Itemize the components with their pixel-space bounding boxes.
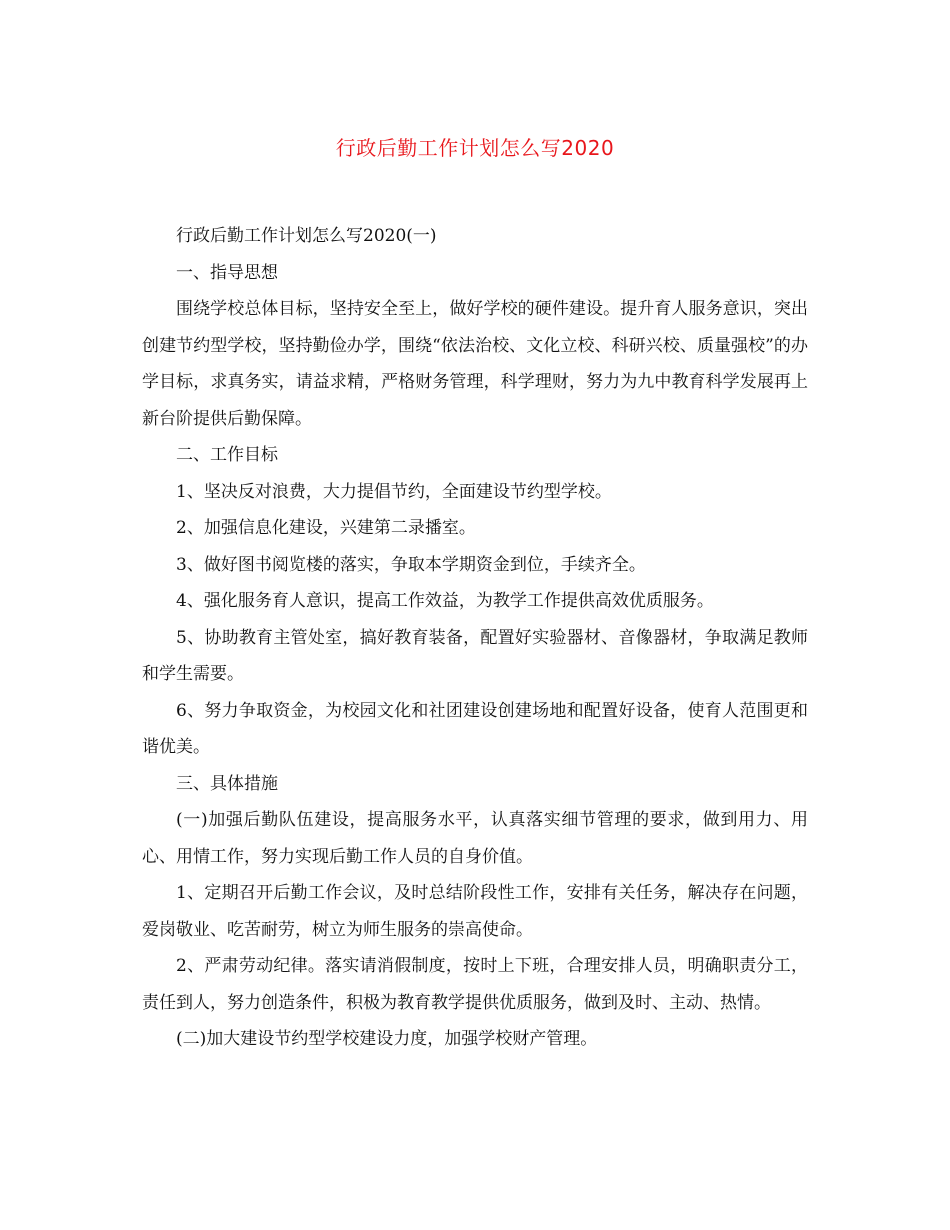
list-item: 1、定期召开后勤工作会议，及时总结阶段性工作，安排有关任务，解决存在问题，爱岗敬业、吃苦耐劳，树立为师生服务的崇高使命。 xyxy=(142,883,808,940)
paragraph: (二)加大建设节约型学校建设力度，加强学校财产管理。 xyxy=(176,1029,598,1049)
paragraph: 围绕学校总体目标，坚持安全至上，做好学校的硬件建设。提升育人服务意识，突出创建节约型学校，坚持勤俭办学，围绕“依法治校、文化立校、科研兴校、质量强校”的办学目标，求真务实，请益求精，严格财务管理，科学理财，努力为九中教育科学发展再上新台阶提供后勤保障。 xyxy=(142,299,808,429)
list-item: 5、协助教育主管处室，搞好教育装备，配置好实验器材、音像器材，争取满足教师和学生需要。 xyxy=(142,627,808,684)
list-item: 4、强化服务育人意识，提高工作效益，为教学工作提供高效优质服务。 xyxy=(176,591,714,611)
paragraph: 行政后勤工作计划怎么写2020(一) xyxy=(176,226,437,246)
list-item: 6、努力争取资金，为校园文化和社团建设创建场地和配置好设备，使育人范围更和谐优美。 xyxy=(142,700,808,757)
section-heading: 二、工作目标 xyxy=(176,445,278,465)
document-body xyxy=(142,218,808,1058)
list-item: 2、加强信息化建设，兴建第二录播室。 xyxy=(176,518,476,538)
list-item: 2、严肃劳动纪律。落实请消假制度，按时上下班，合理安排人员，明确职责分工，责任到人，努力创造条件，积极为教育教学提供优质服务，做到及时、主动、热情。 xyxy=(142,956,808,1013)
section-heading: 一、指导思想 xyxy=(176,262,278,283)
list-item: 3、做好图书阅览楼的落实，争取本学期资金到位，手续齐全。 xyxy=(176,554,646,575)
paragraph: (一)加强后勤队伍建设，提高服务水平，认真落实细节管理的要求，做到用力、用心、用情工作，努力实现后勤工作人员的自身价值。 xyxy=(142,810,808,867)
section-heading: 三、具体措施 xyxy=(176,773,278,794)
document-title: 行政后勤工作计划怎么写2020 xyxy=(335,136,615,160)
list-item: 1、坚决反对浪费，大力提倡节约，全面建设节约型学校。 xyxy=(176,481,612,502)
